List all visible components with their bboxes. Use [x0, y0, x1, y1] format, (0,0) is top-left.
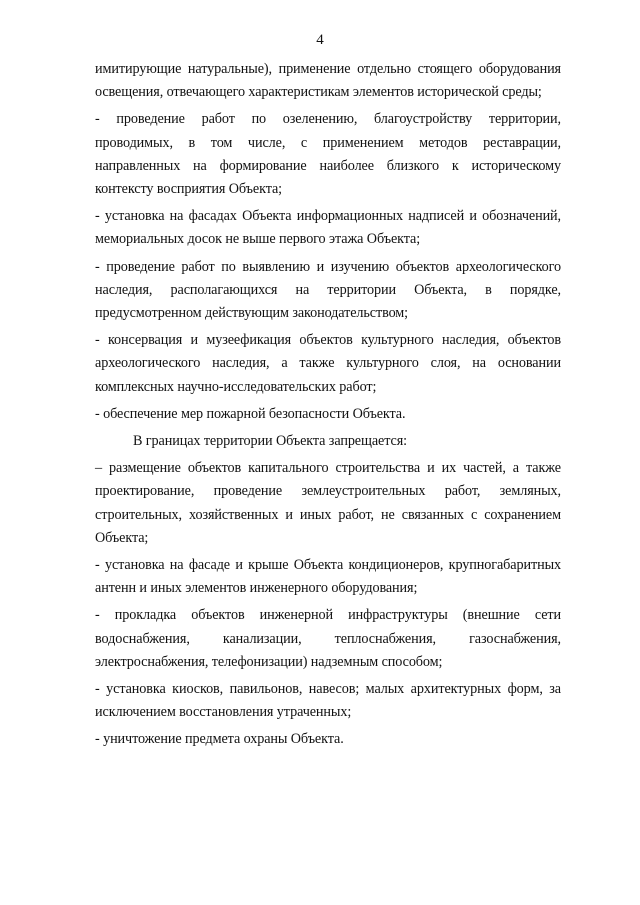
paragraph-fire-safety: - обеспечение мер пожарной безопасности Объекта. — [95, 405, 406, 422]
paragraph-infrastructure: - прокладка объектов инженерной инфраструктуры (внешние сети водоснабжения, канализации, теплоснабжения, газоснабжения, электроснабжения, телефонизации) надземным способом; — [95, 607, 561, 670]
paragraph-destruction: - уничтожение предмета охраны Объекта. — [95, 731, 344, 748]
paragraph-signage: - установка на фасадах Объекта информационных надписей и обозначений, мемориальных досок не выше первого этажа Объекта; — [95, 208, 561, 248]
paragraph-archaeology: - проведение работ по выявлению и изучению объектов археологического наследия, располагающихся на территории Объекта, в порядке, предусмотренном действующим законодательством; — [95, 258, 561, 322]
paragraph-kiosks: - установка киосков, павильонов, навесов; малых архитектурных форм, за исключением восстановления утраченных; — [95, 681, 561, 721]
page-number: 4 — [316, 32, 324, 48]
paragraph-prohibited-heading: В границах территории Объекта запрещается: — [133, 433, 407, 450]
paragraph-construction: – размещение объектов капитального строительства и их частей, а также проектирование, проведение землеустроительных работ, земляных, строительных, хозяйственных и иных работ, не связанных с сохранением Объекта; — [95, 460, 561, 546]
paragraph-continuation: имитирующие натуральные), применение отдельно стоящего оборудования освещения, отвечающего характеристикам элементов исторической среды; — [95, 61, 561, 101]
paragraph-equipment: - установка на фасаде и крыше Объекта кондиционеров, крупногабаритных антенн и иных элементов инженерного оборудования; — [95, 557, 561, 597]
paragraph-landscaping: - проведение работ по озеленению, благоустройству территории, проводимых, в том числе, с применением методов реставрации, направленных на формирование наиболее близкого к историческому контексту восприятия Объекта; — [95, 111, 561, 198]
document-body — [95, 58, 561, 752]
paragraph-conservation: - консервация и музеефикация объектов культурного наследия, объектов археологического наследия, а также культурного слоя, на основании комплексных научно-исследовательских работ; — [95, 332, 561, 395]
